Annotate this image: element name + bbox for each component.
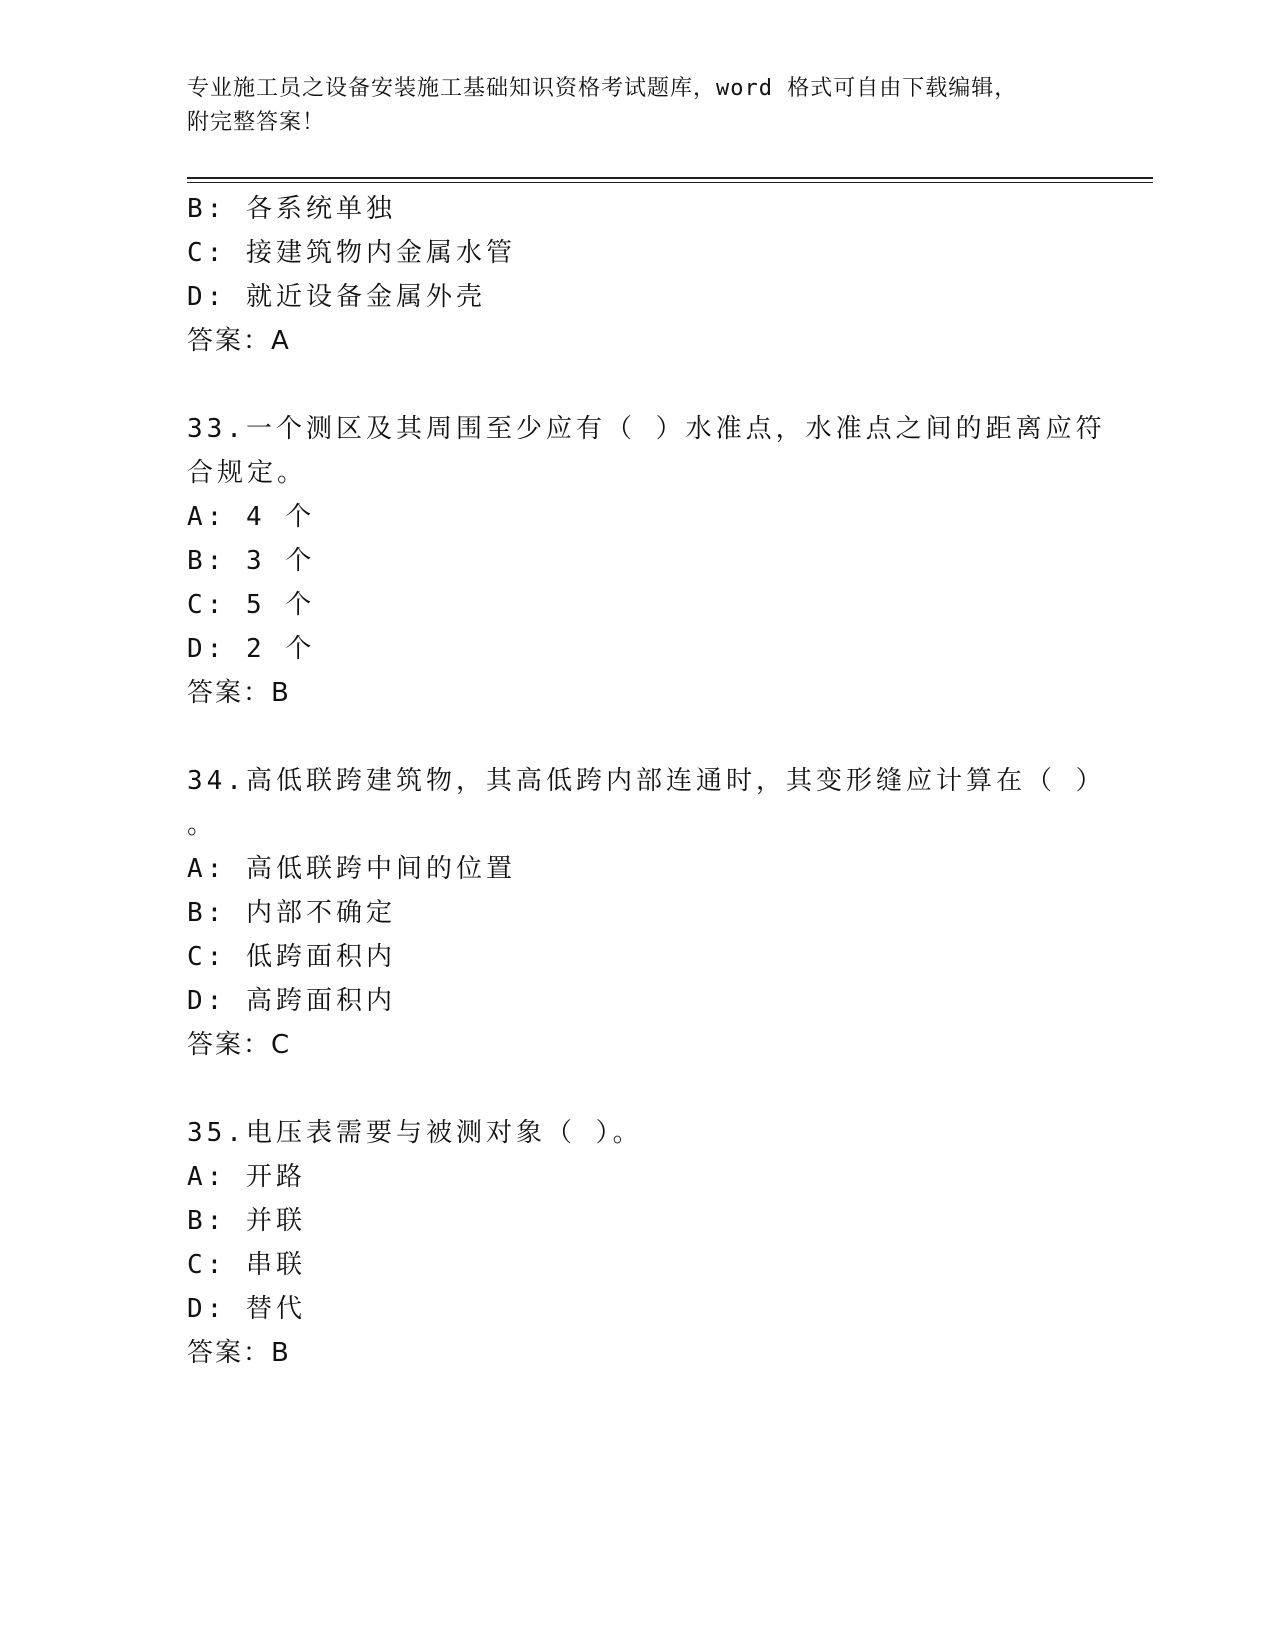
q33-answer: 答案：B (187, 678, 291, 708)
q35-option-d: D: 替代 (187, 1294, 306, 1324)
q34-stem-line-2: 。 (187, 810, 218, 840)
q34-answer: 答案：C (187, 1030, 292, 1060)
q33-option-a: A: 4 个 (187, 502, 316, 532)
prev-option-d: D: 就近设备金属外壳 (187, 282, 486, 312)
q35-stem-line-1: 35.电压表需要与被测对象（ ）。 (187, 1118, 643, 1148)
q34-option-c: C: 低跨面积内 (187, 942, 396, 972)
prev-answer: 答案：A (187, 326, 291, 356)
q33-option-c: C: 5 个 (187, 590, 316, 620)
q33-option-d: D: 2 个 (187, 634, 316, 664)
header-line-1: 专业施工员之设备安装施工基础知识资格考试题库，word 格式可自由下载编辑， (187, 76, 1018, 101)
q35-option-c: C: 串联 (187, 1250, 306, 1280)
prev-option-c: C: 接建筑物内金属水管 (187, 238, 516, 268)
q34-option-a: A: 高低联跨中间的位置 (187, 854, 516, 884)
q35-option-b: B: 并联 (187, 1206, 306, 1236)
prev-option-b: B: 各系统单独 (187, 194, 396, 224)
header-rule-top (187, 177, 1153, 179)
q33-stem-line-2: 合规定。 (187, 458, 308, 488)
document-header (187, 72, 1087, 140)
header-rule-bottom (187, 182, 1153, 183)
q35-option-a: A: 开路 (187, 1162, 306, 1192)
q33-stem-line-1: 33.一个测区及其周围至少应有（ ）水准点，水准点之间的距离应符 (187, 414, 1106, 444)
q34-stem-line-1: 34.高低联跨建筑物，其高低跨内部连通时，其变形缝应计算在（ ） (187, 766, 1106, 796)
q35-answer: 答案：B (187, 1338, 291, 1368)
q34-option-b: B: 内部不确定 (187, 898, 396, 928)
q34-option-d: D: 高跨面积内 (187, 986, 396, 1016)
q33-option-b: B: 3 个 (187, 546, 316, 576)
header-line-2: 附完整答案！ (187, 110, 326, 135)
